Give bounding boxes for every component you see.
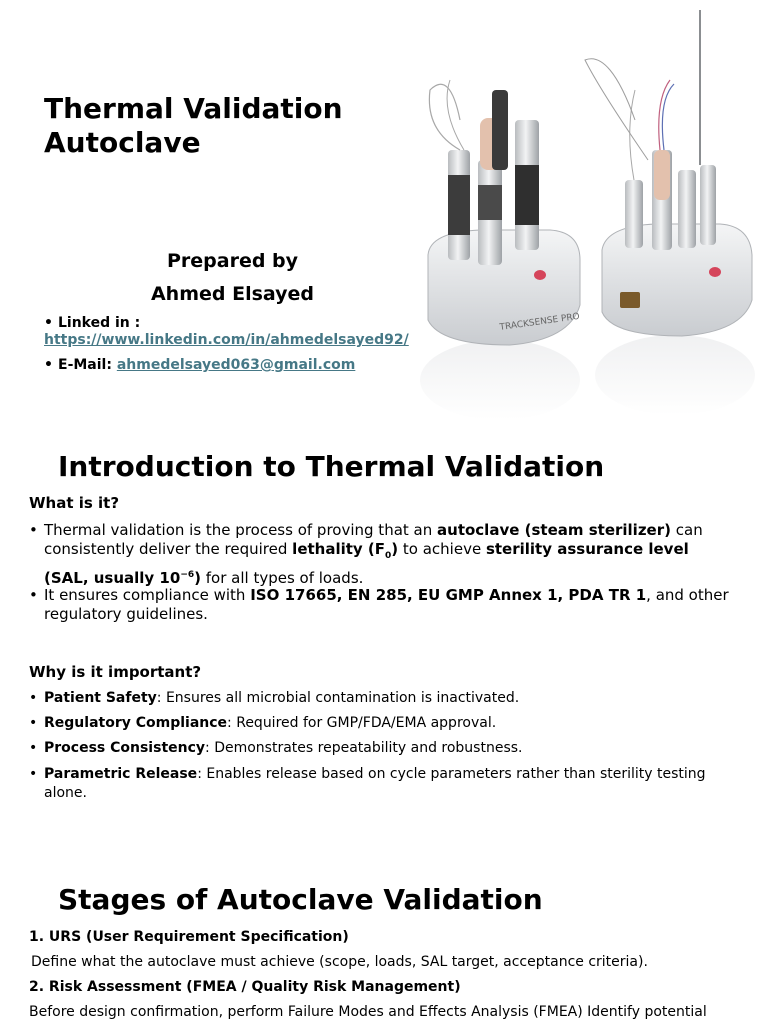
linkedin-line xyxy=(44,315,140,331)
bold-span xyxy=(292,540,399,561)
bullet-icon: • xyxy=(29,521,38,539)
cover-title-line2: Autoclave xyxy=(44,126,201,159)
why-item xyxy=(29,739,729,758)
bold-span: autoclave (steam sterilizer) xyxy=(437,521,671,539)
subscript: 0 xyxy=(385,551,392,561)
linkedin-link[interactable]: https://www.linkedin.com/in/ahmedelsayed92/ xyxy=(44,332,409,348)
linkedin-label: Linked in : xyxy=(58,315,141,331)
why-item-term: Patient Safety xyxy=(44,690,157,706)
why-important-heading: Why is it important? xyxy=(29,663,202,681)
bullet-icon: • xyxy=(29,766,38,782)
text-span: for all types of loads. xyxy=(200,569,364,587)
what-is-it-heading: What is it? xyxy=(29,494,120,512)
text-span: to achieve xyxy=(398,540,486,558)
why-item-text: : Enables release based on cycle parameters rather than sterility testing alone. xyxy=(44,766,706,801)
bold-span: ISO 17665, EN 285, EU GMP Annex 1, PDA TR 1 xyxy=(250,586,647,604)
bullet-icon: • xyxy=(29,586,38,604)
why-item-term: Process Consistency xyxy=(44,740,206,756)
cover-title xyxy=(44,92,343,160)
bullet-icon: • xyxy=(29,740,38,756)
text-span: ) xyxy=(391,540,399,558)
text-span: can consistently deliver the required xyxy=(44,521,703,558)
stage-2-title: 2. Risk Assessment (FMEA / Quality Risk Management) xyxy=(29,979,461,995)
text-span: ) xyxy=(194,569,201,587)
author-name: Ahmed Elsayed xyxy=(150,283,315,305)
why-item xyxy=(29,714,729,733)
bullet-icon: • xyxy=(44,315,53,331)
stage-1-text: Define what the autoclave must achieve (scope, loads, SAL target, acceptance criteria). xyxy=(31,954,648,970)
email-label: E-Mail: xyxy=(58,357,112,373)
text-span: sterility assurance level (SAL, usually 10 xyxy=(44,540,689,587)
bullet-icon: • xyxy=(29,690,38,706)
why-item-text: : Ensures all microbial contamination is inactivated. xyxy=(156,690,520,706)
stage-2-text: Before design confirmation, perform Failure Modes and Effects Analysis (FMEA) Identify potential xyxy=(29,1004,707,1020)
prepared-by-label: Prepared by xyxy=(166,250,299,272)
why-item-text: : Demonstrates repeatability and robustness. xyxy=(205,740,523,756)
text-span: Thermal validation is the process of proving that an xyxy=(44,521,438,539)
bullet-icon: • xyxy=(44,357,53,373)
stages-heading: Stages of Autoclave Validation xyxy=(58,883,543,916)
superscript: −6 xyxy=(180,570,195,580)
why-item-term: Regulatory Compliance xyxy=(44,715,228,731)
text-span: , and other regulatory guidelines. xyxy=(44,586,729,623)
bullet-icon: • xyxy=(29,715,38,731)
intro-bullet-1 xyxy=(29,521,729,588)
cover-title-line1: Thermal Validation xyxy=(44,92,343,125)
text-span: It ensures compliance with xyxy=(44,586,251,604)
why-item xyxy=(29,689,729,708)
why-item-text: : Required for GMP/FDA/EMA approval. xyxy=(227,715,497,731)
intro-bullet-2 xyxy=(29,586,729,624)
email-link[interactable]: ahmedelsayed063@gmail.com xyxy=(116,357,356,373)
why-item-term: Parametric Release xyxy=(44,766,198,782)
thermal-logger-devices-image xyxy=(420,0,768,432)
email-line xyxy=(44,357,355,373)
why-item xyxy=(29,765,729,803)
cover-slide xyxy=(0,0,768,432)
device-brand-label: TRACKSENSE PRO xyxy=(499,311,581,333)
intro-heading: Introduction to Thermal Validation xyxy=(58,450,605,483)
stage-1-title: 1. URS (User Requirement Specification) xyxy=(29,929,349,945)
text-span: lethality (F xyxy=(292,540,386,558)
